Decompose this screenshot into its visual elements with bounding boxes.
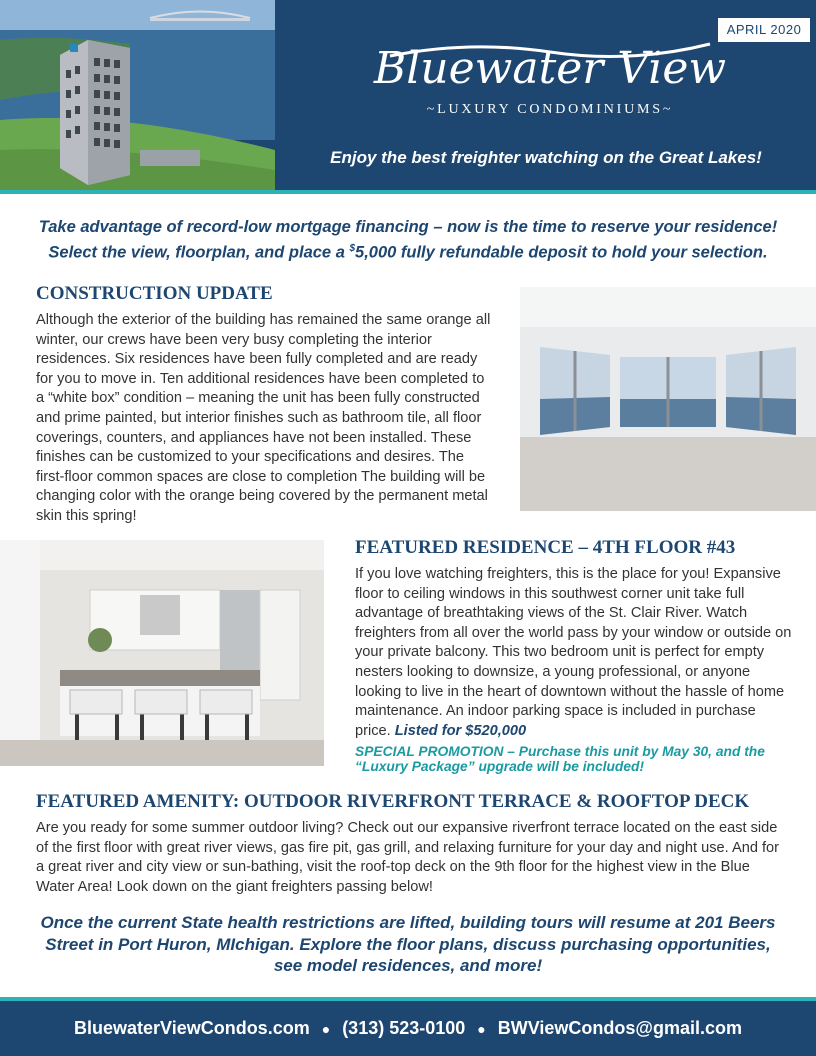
separator-dot-icon: ●: [321, 1020, 331, 1037]
brand-name: Bluewater View: [373, 43, 727, 94]
kitchen-photo: [0, 540, 324, 766]
construction-title: CONSTRUCTION UPDATE: [36, 283, 273, 304]
phone-number[interactable]: (313) 523-0100: [342, 1018, 466, 1038]
intro-line-2: Select the view, floorplan, and place a $5,000 fully refundable deposit to hold your selection.: [48, 243, 768, 262]
brand-subtitle: ~LUXURY CONDOMINIUMS~: [426, 102, 674, 117]
featured-residence-title: FEATURED RESIDENCE – 4TH FLOOR #43: [355, 537, 736, 558]
footer-contact-bar: [0, 1001, 816, 1056]
featured-amenity-title: FEATURED AMENITY: OUTDOOR RIVERFRONT TERRACE & ROOFTOP DECK: [36, 791, 750, 812]
featured-amenity-body: Are you ready for some summer outdoor living? Check out our expansive riverfront terrace located on the east side of the first floor with great river views, gas fire pit, gas grill, and relaxing furniture for your day and night use. And for a great river and city view or sun-bathing, visit the roof-top deck on the 9th floor for the highest view in the Blue Water Area! Look down on the giant freighters passing below!: [36, 820, 780, 895]
featured-residence-body: If you love watching freighters, this is the place for you! Expansive floor to ceiling windows in this southwest corner unit take full advantage of breathtaking views of the St. Clair River. Watch freighters from all over the world pass by your window or outside on your private balcony. This two bedroom unit is perfect for empty nesters looking to downsize, a young professional, or anyone looking to live in the heart of downtown without the hassle of home maintenance. An indoor parking space is included in purchase price. Listed for $520,000: [355, 566, 792, 739]
separator-dot-icon: ●: [477, 1020, 486, 1037]
intro-callout: [20, 217, 796, 264]
empty-room-photo: [520, 287, 816, 511]
tour-announcement: Once the current State health restrictions are lifted, building tours will resume at 201 Beers Street in Port Huron, MIchigan. Explore the floor plans, discuss purchasing opportunities, see model residences, and more!: [40, 913, 776, 975]
construction-section: [36, 283, 496, 527]
header-divider: [0, 190, 816, 194]
website-link[interactable]: BluewaterViewCondos.com: [73, 1018, 310, 1038]
building-photo: [0, 0, 275, 192]
header-tagline: Enjoy the best freighter watching on the Great Lakes!: [330, 148, 762, 167]
brand-logo: [350, 40, 750, 118]
listing-price: Listed for $520,000: [394, 722, 527, 739]
email-link[interactable]: BWViewCondos@gmail.com: [497, 1018, 742, 1038]
intro-line-1: Take advantage of record-low mortgage financing – now is the time to reserve your residence!: [38, 218, 778, 236]
header-banner: [0, 0, 816, 192]
issue-date-badge: APRIL 2020: [718, 18, 810, 42]
featured-amenity-section: [36, 791, 786, 897]
featured-residence-section: [355, 537, 795, 774]
special-promotion: SPECIAL PROMOTION – Purchase this unit by May 30, and the “Luxury Package” upgrade will be included!: [355, 744, 765, 775]
construction-body: Although the exterior of the building has remained the same orange all winter, our crews have been very busy completing the interior residences. Six residences have been fully completed and are ready for you to move in. Ten additional residences have been completed to a “white box” condition – meaning the unit has been fully constructed and prime painted, but interior finishes such as bathroom tile, all floor coverings, counters, and appliances have not been installed. These finishes can be customized to your specifications and desires. The first-floor common spaces are close to completion The building will be changing color with the orange being covered by the permanent metal skin this spring!: [36, 312, 491, 524]
